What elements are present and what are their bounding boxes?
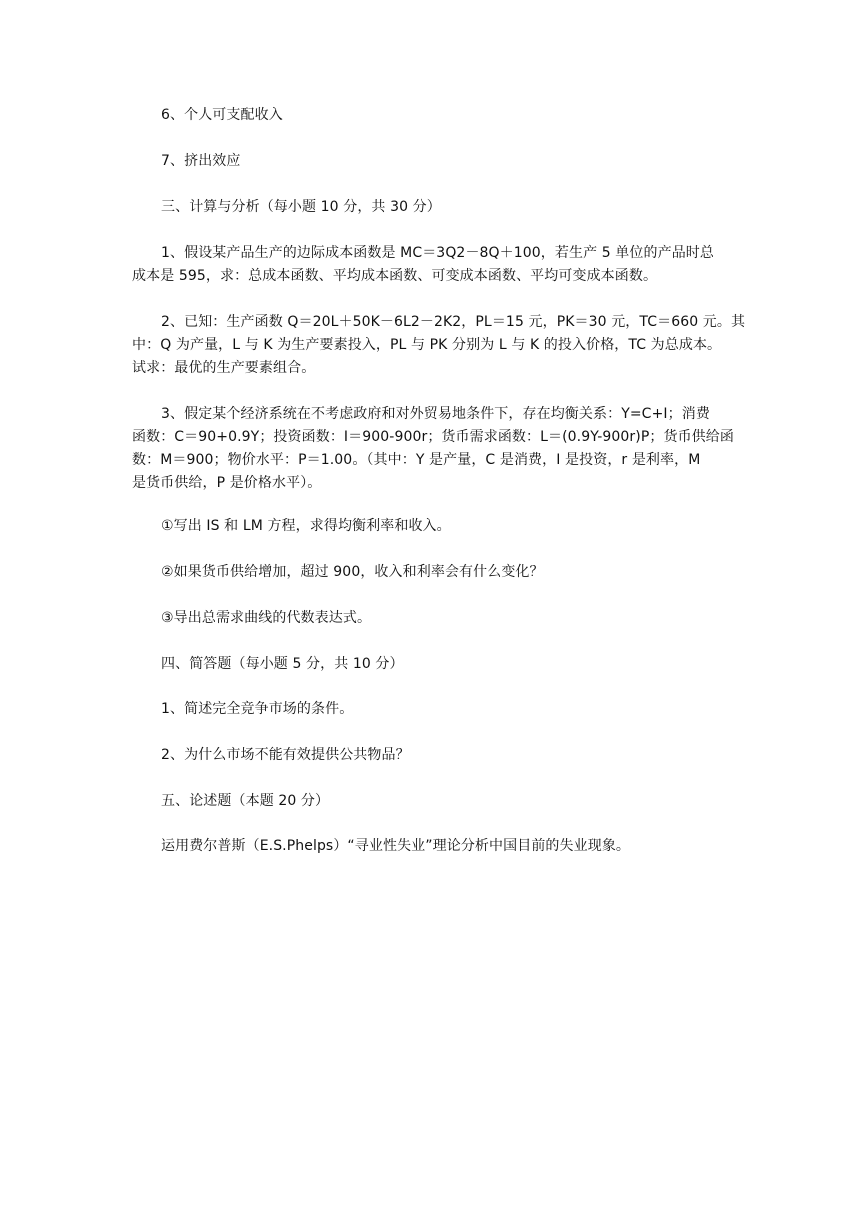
essay-question: [132, 835, 734, 858]
text-line: 1、假设某产品生产的边际成本函数是 MC＝3Q2－8Q＋100，若生产 5 单位的产品时总: [161, 245, 714, 261]
text-line: ③导出总需求曲线的代数表达式。: [161, 610, 372, 626]
subquestion-1: [132, 515, 734, 538]
section-5-heading: [132, 790, 734, 813]
section-4-heading: [132, 653, 734, 676]
calc-question-2: [132, 311, 746, 380]
calc-question-1: [132, 242, 734, 288]
text-line: 3、假定某个经济系统在不考虑政府和对外贸易地条件下，存在均衡关系：Y=C+I；消费: [161, 406, 710, 422]
calc-question-3: [132, 403, 734, 495]
text-line: 1、简述完全竞争市场的条件。: [161, 701, 354, 717]
question-6-personal-disposable-income: [132, 104, 734, 127]
text-line: 6、个人可支配收入: [161, 107, 283, 123]
text-line: 中：Q 为产量，L 与 K 为生产要素投入，PL 与 PK 分别为 L 与 K 的投入价格，TC 为总成本。: [132, 337, 722, 353]
question-7-crowding-out-effect: [132, 150, 734, 173]
text-line: ①写出 IS 和 LM 方程，求得均衡利率和收入。: [161, 518, 451, 534]
text-line: 函数：C＝90+0.9Y；投资函数：I＝900-900r；货币需求函数：L＝(0.9Y-900r)P；货币供给函: [132, 429, 734, 445]
text-line: 7、挤出效应: [161, 153, 241, 169]
text-line: 成本是 595，求：总成本函数、平均成本函数、可变成本函数、平均可变成本函数。: [132, 268, 658, 284]
subquestion-3: [132, 607, 734, 630]
section-heading: 四、简答题（每小题 5 分，共 10 分）: [161, 656, 404, 672]
text-line: ②如果货币供给增加，超过 900，收入和利率会有什么变化？: [161, 564, 544, 580]
section-heading: 五、论述题（本题 20 分）: [161, 793, 330, 809]
short-answer-1: [132, 698, 734, 721]
text-line: 试求：最优的生产要素组合。: [132, 360, 316, 376]
short-answer-2: [132, 744, 734, 767]
text-line: 数：M＝900；物价水平：P＝1.00。（其中：Y 是产量，C 是消费，I 是投资，r 是利率，M: [132, 452, 701, 468]
text-line: 运用费尔普斯（E.S.Phelps）“寻业性失业”理论分析中国目前的失业现象。: [161, 838, 631, 854]
section-3-heading: [132, 196, 734, 219]
text-line: 2、已知：生产函数 Q＝20L＋50K－6L2－2K2，PL＝15 元，PK＝30 元，TC＝660 元。其: [161, 314, 746, 330]
section-heading: 三、计算与分析（每小题 10 分，共 30 分）: [161, 199, 441, 215]
text-line: 是货币供给，P 是价格水平）。: [132, 475, 322, 491]
subquestion-2: [132, 561, 734, 584]
text-line: 2、为什么市场不能有效提供公共物品？: [161, 747, 410, 763]
